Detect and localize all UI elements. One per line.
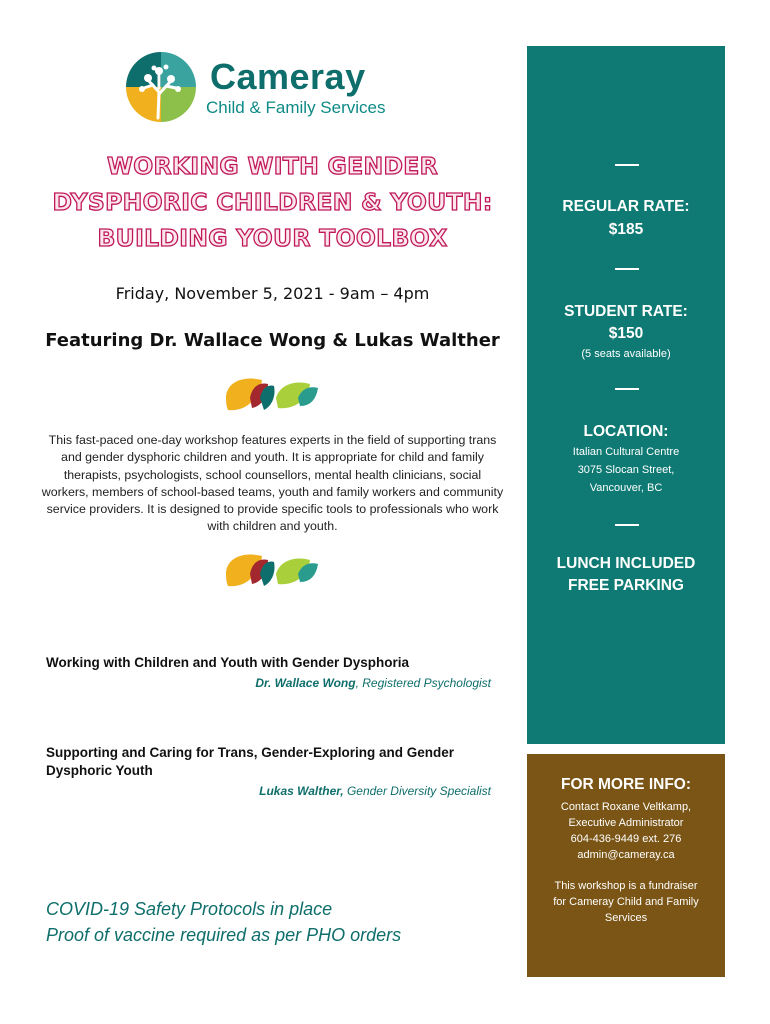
session-speaker xyxy=(46,676,491,690)
lunch-included: LUNCH INCLUDED xyxy=(556,555,696,572)
featuring-line: Featuring Dr. Wallace Wong & Lukas Walther xyxy=(45,330,500,351)
title-line: BUILDING YOUR TOOLBOX xyxy=(97,224,448,252)
session-speaker xyxy=(46,784,491,798)
contact-line: Executive Administrator xyxy=(568,817,684,829)
cameray-logo xyxy=(126,52,406,124)
speaker-role: Gender Diversity Specialist xyxy=(343,784,491,798)
contact-phone: 604-436-9449 ext. 276 xyxy=(570,833,682,845)
event-details-panel xyxy=(527,46,725,744)
location-line: Italian Cultural Centre xyxy=(572,446,680,458)
logo-name: Cameray xyxy=(210,56,366,97)
speaker-name: Lukas Walther, xyxy=(259,784,344,798)
title-line: DYSPHORIC CHILDREN & YOUTH: xyxy=(52,188,493,216)
session-item xyxy=(46,654,491,690)
regular-rate-price: $185 xyxy=(608,221,644,238)
logo-subtitle: Child & Family Services xyxy=(206,98,386,117)
covid-line: Proof of vaccine required as per PHO orders xyxy=(46,925,402,945)
workshop-title xyxy=(30,148,515,256)
divider xyxy=(615,164,639,166)
workshop-description: This fast-paced one-day workshop features experts in the field of supporting trans and gender dysphoric children and youth. It is appropriate for child and family therapists, psychologists, school counsellors, mental health clinicians, social workers, members of school-based teams, youth and family workers and community service providers. It is designed to provide specific tools to professionals who work with children and youth. xyxy=(41,433,504,534)
student-rate-price: $150 xyxy=(608,325,644,342)
covid-line: COVID-19 Safety Protocols in place xyxy=(46,899,333,919)
fundraiser-line: for Cameray Child and Family xyxy=(553,896,699,908)
session-title: Supporting and Caring for Trans, Gender-Exploring and Gender Dysphoric Youth xyxy=(46,745,455,778)
more-info-heading: FOR MORE INFO: xyxy=(560,776,692,793)
leaves-divider-icon xyxy=(224,374,320,418)
contact-line: Contact Roxane Veltkamp, xyxy=(560,801,692,813)
covid-notice xyxy=(46,896,506,948)
divider xyxy=(615,388,639,390)
location-line: 3075 Slocan Street, xyxy=(577,464,675,476)
location-line: Vancouver, BC xyxy=(589,482,663,494)
student-rate-label: STUDENT RATE: xyxy=(564,303,688,320)
fundraiser-line: Services xyxy=(604,912,648,924)
tree-logo-icon xyxy=(126,52,196,122)
session-title: Working with Children and Youth with Gender Dysphoria xyxy=(46,655,410,670)
free-parking: FREE PARKING xyxy=(568,577,684,594)
fundraiser-line: This workshop is a fundraiser xyxy=(554,880,698,892)
event-date: Friday, November 5, 2021 - 9am – 4pm xyxy=(115,284,430,303)
divider xyxy=(615,268,639,270)
location-label: LOCATION: xyxy=(583,423,669,440)
leaves-divider-icon xyxy=(224,550,320,594)
regular-rate-label: REGULAR RATE: xyxy=(562,198,690,215)
session-item xyxy=(46,744,491,798)
contact-info-panel xyxy=(527,754,725,977)
speaker-role: , Registered Psychologist xyxy=(355,676,491,690)
title-line: WORKING WITH GENDER xyxy=(107,152,438,180)
student-rate-note: (5 seats available) xyxy=(581,348,671,360)
divider xyxy=(615,524,639,526)
contact-email: admin@cameray.ca xyxy=(577,849,675,861)
speaker-name: Dr. Wallace Wong xyxy=(255,676,356,690)
